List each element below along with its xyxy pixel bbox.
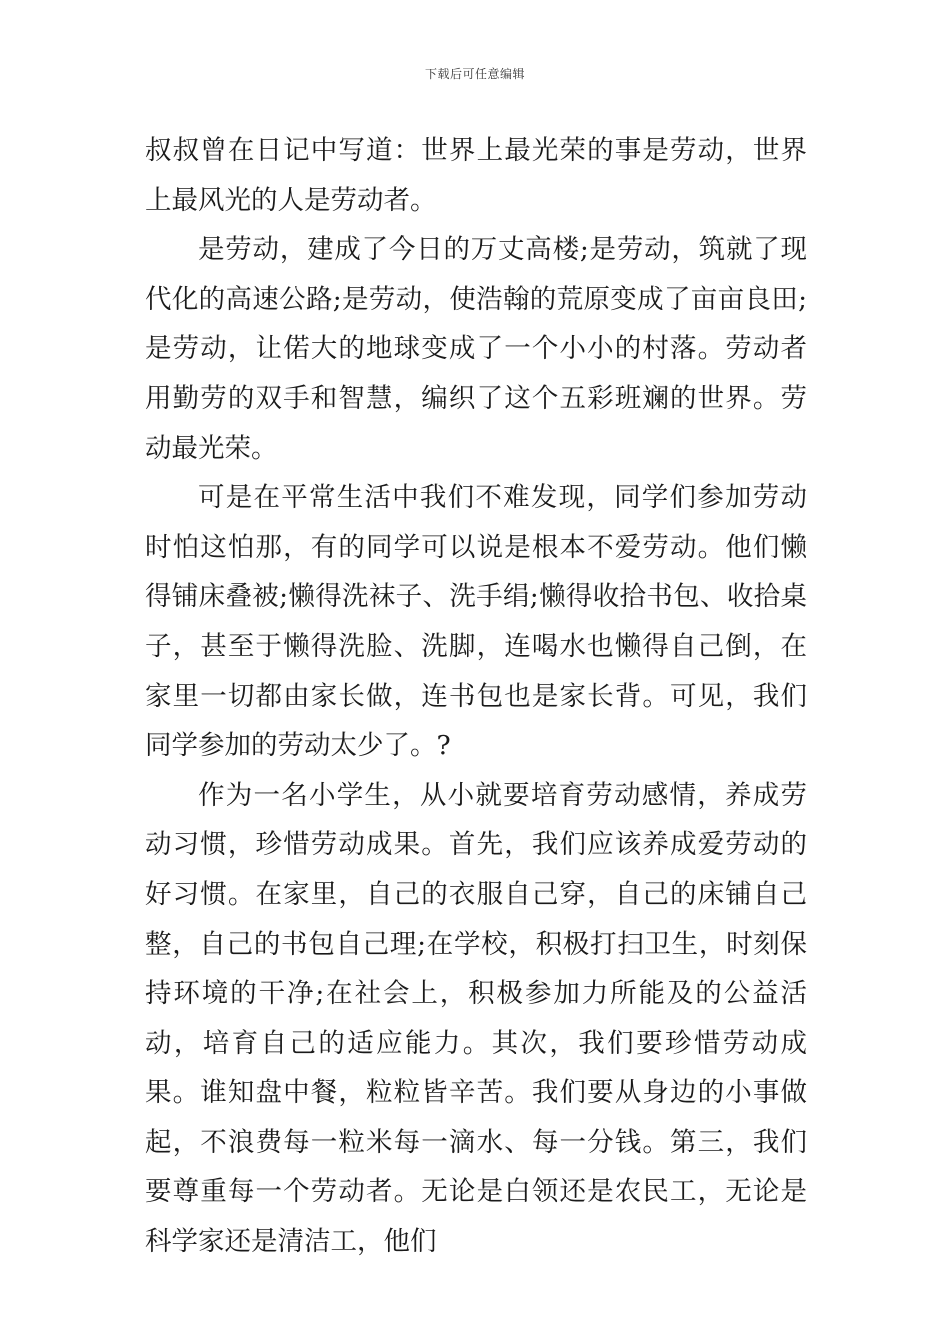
- paragraph-2: 是劳动，建成了今日的万丈高楼;是劳动，筑就了现代化的高速公路;是劳动，使浩翰的荒原变成了亩亩良田;是劳动，让偌大的地球变成了一个小小的村落。劳动者用勤劳的双手和智慧，编织了这个五彩班斓的世界。劳动最光荣。: [145, 234, 807, 464]
- document-body: [145, 126, 807, 1267]
- paragraph-1: 叔叔曾在日记中写道：世界上最光荣的事是劳动，世界上最风光的人是劳动者。: [145, 135, 807, 216]
- paragraph-3: 可是在平常生活中我们不难发现，同学们参加劳动时怕这怕那，有的同学可以说是根本不爱劳动。他们懒得铺床叠被;懒得洗袜子、洗手绢;懒得收拾书包、收拾桌子，甚至于懒得洗脸、洗脚，连喝水也懒得自己倒，在家里一切都由家长做，连书包也是家长背。可见，我们同学参加的劳动太少了。?: [145, 482, 807, 762]
- paragraph-4: 作为一名小学生，从小就要培育劳动感情，养成劳动习惯，珍惜劳动成果。首先，我们应该养成爱劳动的好习惯。在家里，自己的衣服自己穿，自己的床铺自己整，自己的书包自己理;在学校，积极打扫卫生，时刻保持环境的干净;在社会上，积极参加力所能及的公益活动，培育自己的适应能力。其次，我们要珍惜劳动成果。谁知盘中餐，粒粒皆辛苦。我们要从身边的小事做起，不浪费每一粒米每一滴水、每一分钱。第三，我们要尊重每一个劳动者。无论是白领还是农民工，无论是科学家还是清洁工，他们: [145, 779, 807, 1258]
- page-header: 下载后可任意编辑: [424, 67, 525, 81]
